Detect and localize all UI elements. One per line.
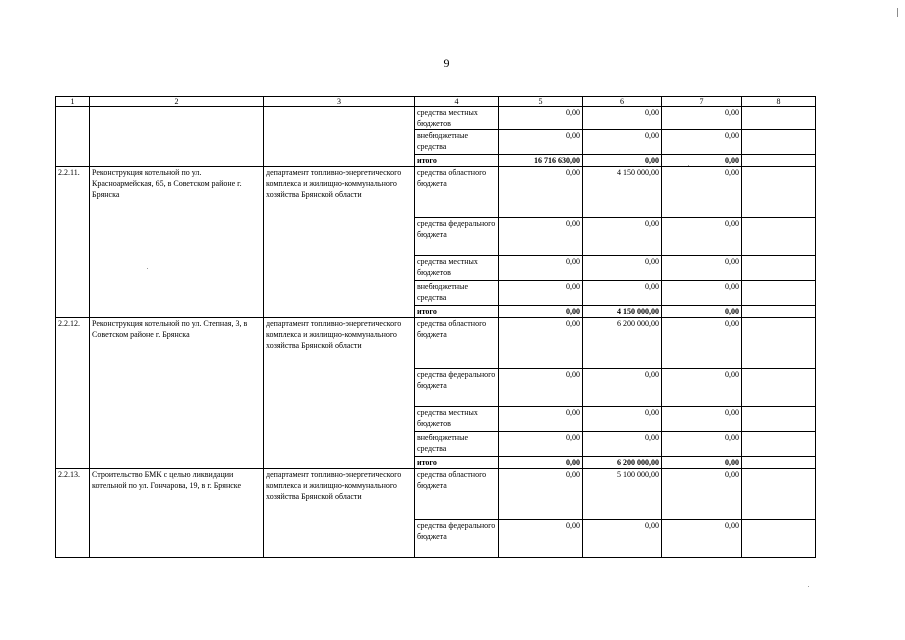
amount-col6: 0,00 bbox=[583, 218, 662, 256]
amount-col8 bbox=[742, 520, 816, 558]
item-name: Реконструкция котельной по ул. Степная, 3, в Советском районе г. Брянска bbox=[90, 318, 264, 469]
funding-source: средства федерального бюджета bbox=[415, 218, 499, 256]
funding-source: средства федерального бюджета bbox=[415, 520, 499, 558]
amount-col7: 0,00 bbox=[662, 167, 742, 218]
column-number: 7 bbox=[662, 97, 742, 107]
item-name bbox=[90, 107, 264, 167]
funding-source: внебюджетные средства bbox=[415, 281, 499, 306]
column-number: 2 bbox=[90, 97, 264, 107]
column-number: 8 bbox=[742, 97, 816, 107]
page-number: 9 bbox=[443, 56, 450, 70]
amount-col7: 0,00 bbox=[662, 218, 742, 256]
amount-col7: 0,00 bbox=[662, 256, 742, 281]
funding-source: средства федерального бюджета bbox=[415, 369, 499, 407]
amount-col5: 0,00 bbox=[499, 432, 583, 457]
amount-col7: 0,00 bbox=[662, 155, 742, 167]
amount-col5: 0,00 bbox=[499, 369, 583, 407]
scan-speck bbox=[147, 268, 148, 269]
amount-col8 bbox=[742, 107, 816, 130]
item-name: Строительство БМК с целью ликвидации котельной по ул. Гончарова, 19, в г. Брянске bbox=[90, 469, 264, 558]
amount-col8 bbox=[742, 318, 816, 369]
amount-col6: 0,00 bbox=[583, 281, 662, 306]
amount-col5: 0,00 bbox=[499, 306, 583, 318]
funding-source: внебюджетные средства bbox=[415, 130, 499, 155]
column-numbers-row bbox=[56, 97, 816, 107]
amount-col8 bbox=[742, 155, 816, 167]
amount-col6: 0,00 bbox=[583, 520, 662, 558]
amount-col7: 0,00 bbox=[662, 369, 742, 407]
funding-source: средства областного бюджета bbox=[415, 167, 499, 218]
funding-source: средства областного бюджета bbox=[415, 469, 499, 520]
item-code: 2.2.11. bbox=[56, 167, 90, 318]
amount-col5: 0,00 bbox=[499, 107, 583, 130]
amount-col5: 0,00 bbox=[499, 130, 583, 155]
amount-col5: 0,00 bbox=[499, 318, 583, 369]
amount-col8 bbox=[742, 218, 816, 256]
amount-col6: 0,00 bbox=[583, 432, 662, 457]
funding-source: средства местных бюджетов bbox=[415, 256, 499, 281]
budget-table bbox=[55, 96, 816, 558]
item-name: Реконструкция котельной по ул. Красноармейская, 65, в Советском районе г. Брянска bbox=[90, 167, 264, 318]
funding-row bbox=[56, 469, 816, 520]
funding-row bbox=[56, 167, 816, 218]
amount-col5: 0,00 bbox=[499, 167, 583, 218]
item-code bbox=[56, 107, 90, 167]
amount-col7: 0,00 bbox=[662, 432, 742, 457]
amount-col8 bbox=[742, 281, 816, 306]
edge-mark bbox=[897, 8, 898, 17]
amount-col5: 16 716 630,00 bbox=[499, 155, 583, 167]
amount-col6: 6 200 000,00 bbox=[583, 457, 662, 469]
amount-col7: 0,00 bbox=[662, 318, 742, 369]
executor: департамент топливно-энергетического комплекса и жилищно-коммунального хозяйства Брянской области bbox=[264, 318, 415, 469]
funding-source: внебюджетные средства bbox=[415, 432, 499, 457]
executor: департамент топливно-энергетического комплекса и жилищно-коммунального хозяйства Брянской области bbox=[264, 167, 415, 318]
amount-col7: 0,00 bbox=[662, 130, 742, 155]
amount-col7: 0,00 bbox=[662, 469, 742, 520]
amount-col6: 0,00 bbox=[583, 130, 662, 155]
item-code: 2.2.12. bbox=[56, 318, 90, 469]
amount-col6: 5 100 000,00 bbox=[583, 469, 662, 520]
total-label: итого bbox=[415, 155, 499, 167]
amount-col8 bbox=[742, 432, 816, 457]
executor: департамент топливно-энергетического комплекса и жилищно-коммунального хозяйства Брянской области bbox=[264, 469, 415, 558]
amount-col5: 0,00 bbox=[499, 407, 583, 432]
amount-col8 bbox=[742, 130, 816, 155]
column-number: 4 bbox=[415, 97, 499, 107]
amount-col8 bbox=[742, 457, 816, 469]
amount-col7: 0,00 bbox=[662, 407, 742, 432]
amount-col8 bbox=[742, 469, 816, 520]
column-number: 5 bbox=[499, 97, 583, 107]
scan-speck bbox=[808, 586, 809, 587]
amount-col6: 6 200 000,00 bbox=[583, 318, 662, 369]
amount-col5: 0,00 bbox=[499, 218, 583, 256]
amount-col6: 0,00 bbox=[583, 107, 662, 130]
funding-source: средства местных бюджетов bbox=[415, 407, 499, 432]
amount-col6: 4 150 000,00 bbox=[583, 306, 662, 318]
amount-col7: 0,00 bbox=[662, 457, 742, 469]
amount-col5: 0,00 bbox=[499, 520, 583, 558]
total-label: итого bbox=[415, 306, 499, 318]
item-code: 2.2.13. bbox=[56, 469, 90, 558]
amount-col7: 0,00 bbox=[662, 281, 742, 306]
funding-row bbox=[56, 318, 816, 369]
amount-col6: 0,00 bbox=[583, 155, 662, 167]
amount-col6: 0,00 bbox=[583, 256, 662, 281]
amount-col6: 0,00 bbox=[583, 407, 662, 432]
column-number: 6 bbox=[583, 97, 662, 107]
amount-col5: 0,00 bbox=[499, 469, 583, 520]
amount-col5: 0,00 bbox=[499, 256, 583, 281]
amount-col8 bbox=[742, 407, 816, 432]
column-number: 1 bbox=[56, 97, 90, 107]
amount-col6: 0,00 bbox=[583, 369, 662, 407]
amount-col7: 0,00 bbox=[662, 306, 742, 318]
funding-row bbox=[56, 107, 816, 130]
amount-col6: 4 150 000,00 bbox=[583, 167, 662, 218]
amount-col8 bbox=[742, 256, 816, 281]
amount-col5: 0,00 bbox=[499, 457, 583, 469]
amount-col7: 0,00 bbox=[662, 107, 742, 130]
amount-col5: 0,00 bbox=[499, 281, 583, 306]
funding-source: средства местных бюджетов bbox=[415, 107, 499, 130]
amount-col7: 0,00 bbox=[662, 520, 742, 558]
column-number: 3 bbox=[264, 97, 415, 107]
amount-col8 bbox=[742, 306, 816, 318]
amount-col8 bbox=[742, 167, 816, 218]
scan-speck bbox=[688, 165, 689, 166]
funding-source: средства областного бюджета bbox=[415, 318, 499, 369]
executor bbox=[264, 107, 415, 167]
total-label: итого bbox=[415, 457, 499, 469]
amount-col8 bbox=[742, 369, 816, 407]
